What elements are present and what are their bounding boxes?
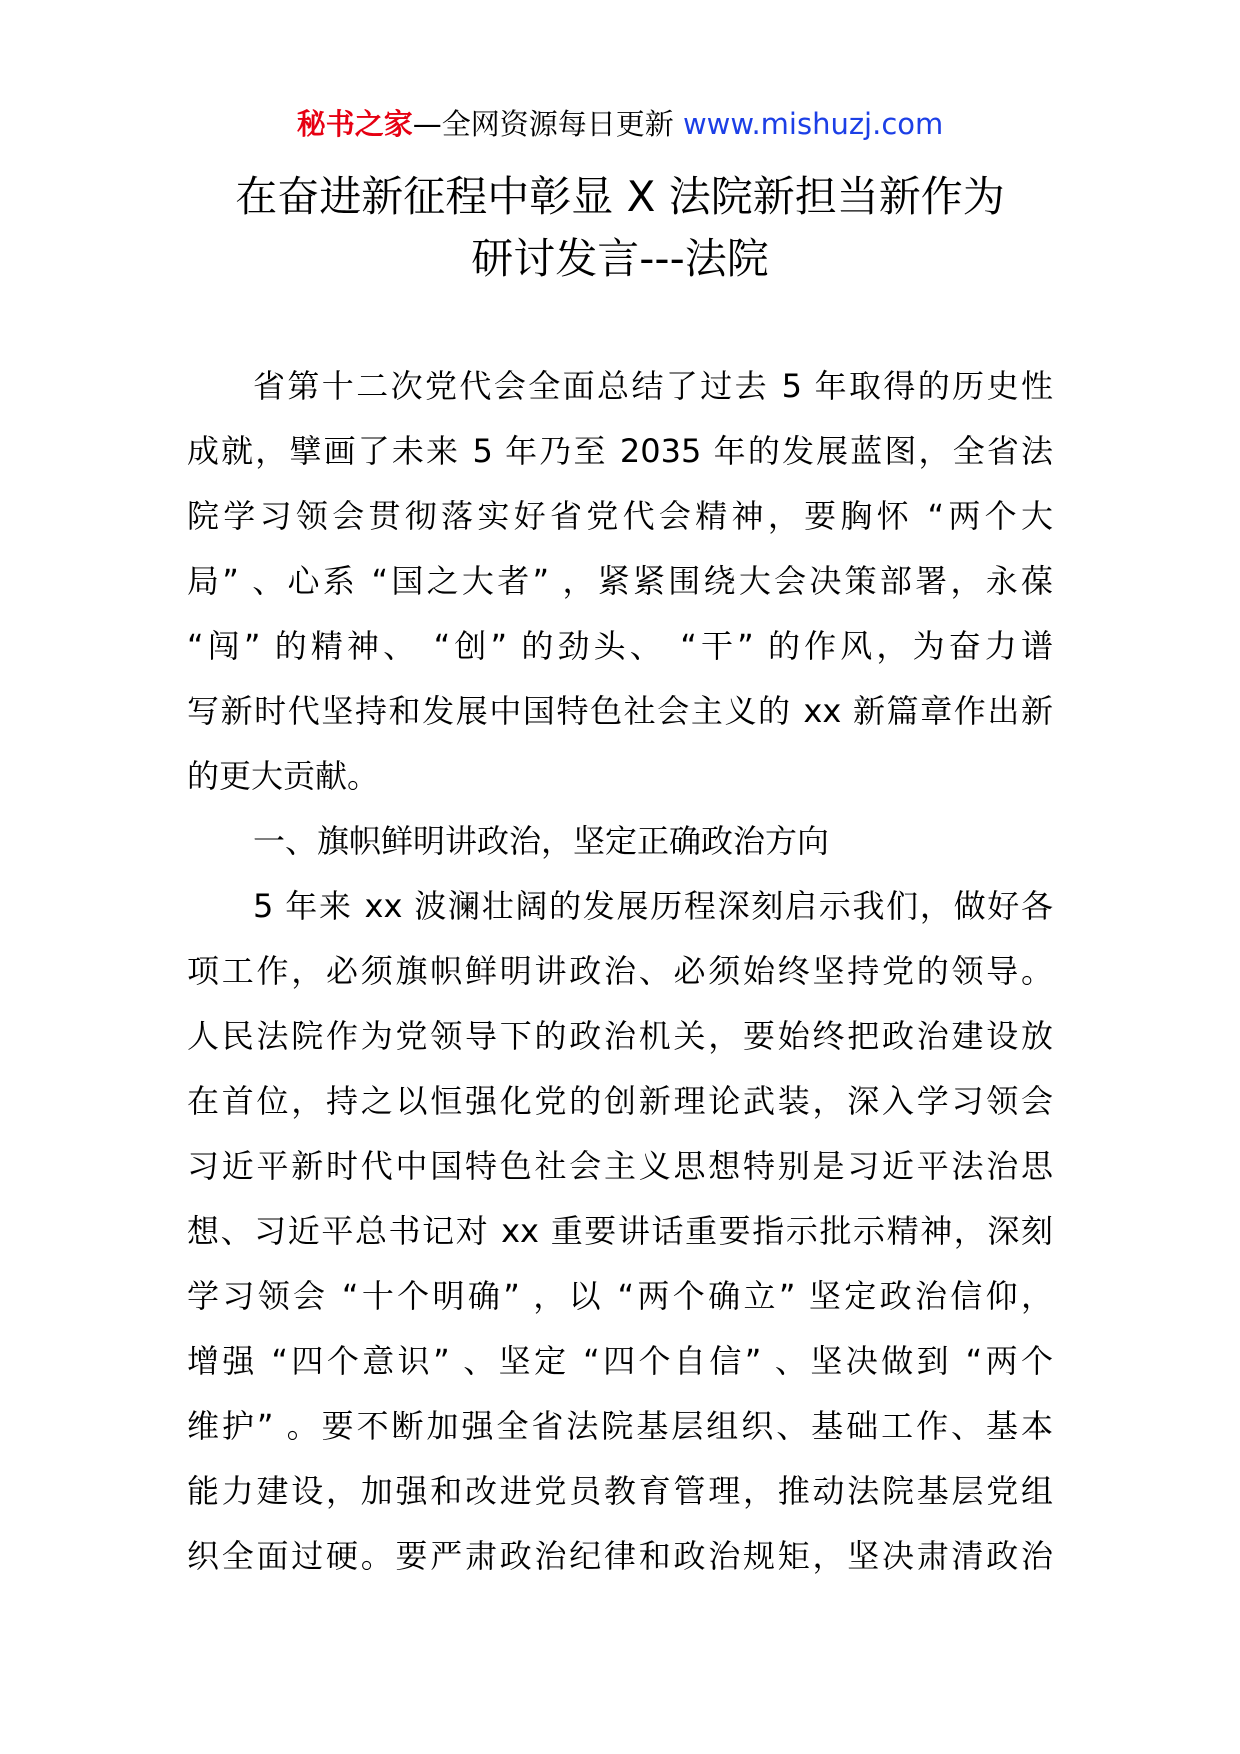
brand-name: 秘书之家 bbox=[296, 107, 413, 141]
body-line: 想、习近平总书记对 xx 重要讲话重要指示批示精神，深刻 bbox=[187, 1212, 1053, 1250]
body-line: 增强 “四个意识” 、坚定 “四个自信” 、坚决做到 “两个 bbox=[187, 1342, 1053, 1380]
body-line: 省第十二次党代会全面总结了过去 5 年取得的历史性 bbox=[253, 367, 1053, 405]
body-line: 在首位，持之以恒强化党的创新理论武装，深入学习领会 bbox=[187, 1082, 1053, 1120]
body-line: 人民法院作为党领导下的政治机关，要始终把政治建设放 bbox=[187, 1017, 1053, 1055]
body-line: “闯” 的精神、 “创” 的劲头、 “干” 的作风，为奋力谱 bbox=[187, 627, 1053, 665]
body-line: 学习领会 “十个明确” ，以 “两个确立” 坚定政治信仰， bbox=[187, 1277, 1053, 1315]
body-line: 的更大贡献。 bbox=[187, 757, 380, 795]
body-line: 项工作，必须旗帜鲜明讲政治、必须始终坚持党的领导。 bbox=[187, 952, 1053, 990]
body-line: 能力建设，加强和改进党员教育管理，推动法院基层党组 bbox=[187, 1472, 1053, 1510]
body-line: 一、旗帜鲜明讲政治，坚定正确政治方向 bbox=[253, 822, 830, 860]
site-url-link[interactable]: www.mishuzj.com bbox=[682, 107, 944, 141]
title-line-2: 研讨发言---法院 bbox=[471, 234, 769, 283]
document-body bbox=[187, 354, 1053, 1589]
body-line: 维护” 。要不断加强全省法院基层组织、基础工作、基本 bbox=[187, 1407, 1053, 1445]
header-tagline: —全网资源每日更新 bbox=[412, 107, 674, 141]
site-header bbox=[0, 104, 1240, 144]
title-line-1: 在奋进新征程中彰显 X 法院新担当新作为 bbox=[235, 172, 1005, 221]
body-line: 成就，擘画了未来 5 年乃至 2035 年的发展蓝图，全省法 bbox=[187, 432, 1053, 470]
body-line: 5 年来 xx 波澜壮阔的发展历程深刻启示我们，做好各 bbox=[253, 887, 1053, 925]
document-title bbox=[0, 166, 1240, 290]
body-line: 院学习领会贯彻落实好省党代会精神，要胸怀 “两个大 bbox=[187, 497, 1053, 535]
body-line: 局” 、心系 “国之大者” ，紧紧围绕大会决策部署，永葆 bbox=[187, 562, 1053, 600]
body-line: 写新时代坚持和发展中国特色社会主义的 xx 新篇章作出新 bbox=[187, 692, 1053, 730]
body-line: 习近平新时代中国特色社会主义思想特别是习近平法治思 bbox=[187, 1147, 1053, 1185]
body-line: 织全面过硬。要严肃政治纪律和政治规矩，坚决肃清政治 bbox=[187, 1537, 1053, 1575]
